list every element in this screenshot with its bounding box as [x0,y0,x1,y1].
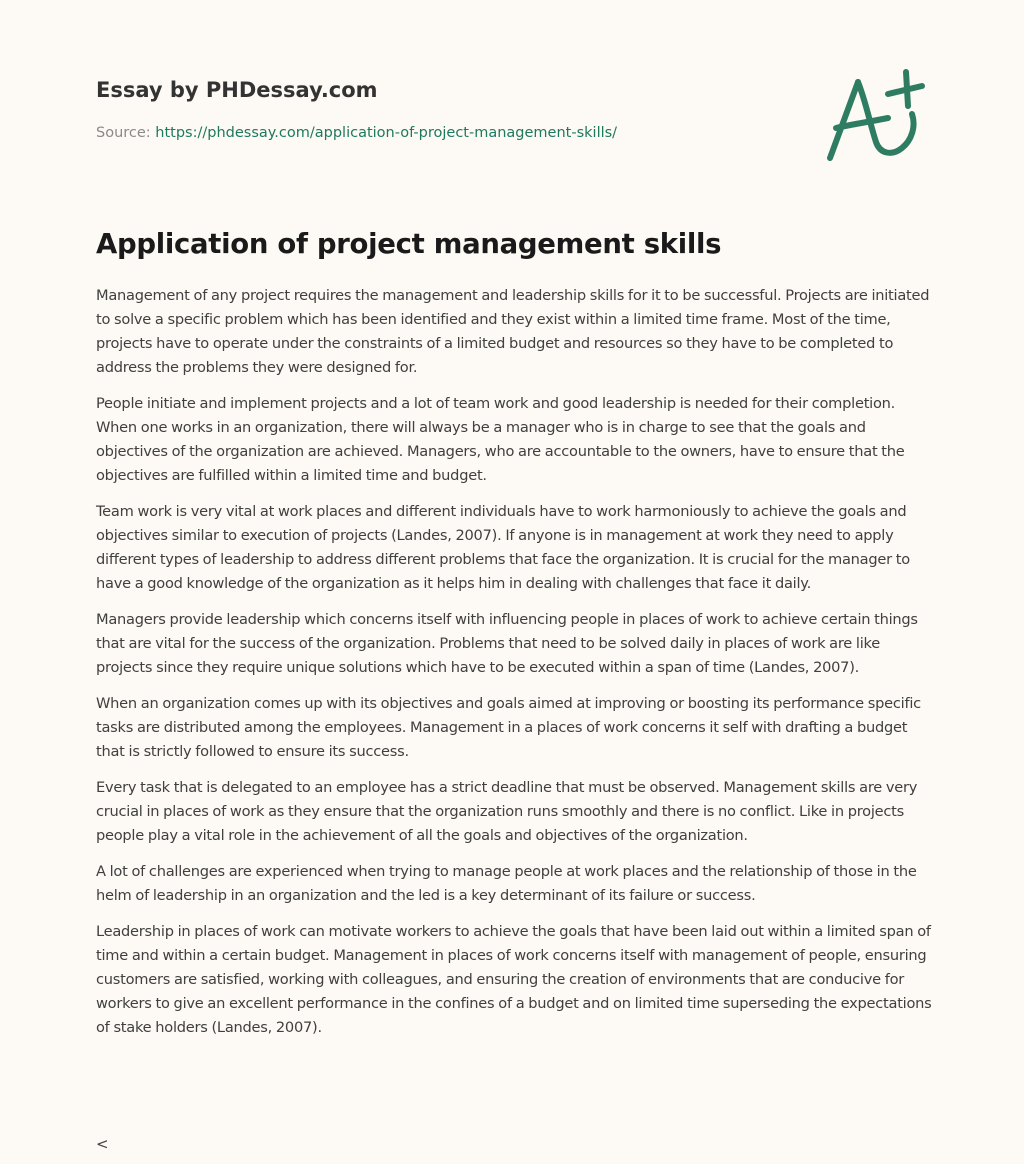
source-link[interactable]: https://phdessay.com/application-of-project-management-skills/ [155,125,618,141]
essay-title: Application of project management skills [96,228,722,260]
essay-header [96,76,796,143]
source-label: Source: [96,125,156,141]
essay-paragraph: When an organization comes up with its objectives and goals aimed at improving or boosting its performance specific tasks are distributed among the employees. Management in a places of work concerns it self with drafting a budget that is strictly followed to ensure its success. [96,695,921,760]
essay-body [96,284,932,1052]
brand-title: Essay by PHDessay.com [96,78,378,102]
essay-paragraph: Every task that is delegated to an employee has a strict deadline that must be observed. Management skills are very crucial in places of work as they ensure that the organization runs smoothly and there is no conflict. Like in projects people play a vital role in the achievement of all the goals and objectives of the organization. [96,779,918,844]
a-plus-grade-icon [818,66,930,166]
essay-paragraph: Team work is very vital at work places and different individuals have to work harmoniously to achieve the goals and objectives similar to execution of projects (Landes, 2007). If anyone is in management at work they need to apply different types of leadership to address different problems that face the organization. It is crucial for the manager to have a good knowledge of the organization as it helps him in dealing with challenges that face it daily. [96,503,910,592]
essay-paragraph: Management of any project requires the management and leadership skills for it to be successful. Projects are initiated to solve a specific problem which has been identified and they exist within a limited time frame. Most of the time, projects have to operate under the constraints of a limited budget and resources so they have to be completed to address the problems they were designed for. [96,287,930,376]
essay-paragraph: Managers provide leadership which concerns itself with influencing people in places of work to achieve certain things that are vital for the success of the organization. Problems that need to be solved daily in places of work are like projects since they require unique solutions which have to be executed within a span of time (Landes, 2007). [96,611,918,676]
source-line [96,123,796,143]
essay-paragraph: A lot of challenges are experienced when trying to manage people at work places and the relationship of those in the helm of leadership in an organization and the led is a key determinant of its failure or success. [96,863,917,904]
essay-paragraph: People initiate and implement projects and a lot of team work and good leadership is needed for their completion. When one works in an organization, there will always be a manager who is in charge to see that the goals and objectives of the organization are achieved. Managers, who are accountable to the owners, have to ensure that the objectives are fulfilled within a limited time and budget. [96,395,905,484]
previous-page-link[interactable]: < [96,1135,109,1153]
essay-paragraph: Leadership in places of work can motivate workers to achieve the goals that have been laid out within a limited span of time and within a certain budget. Management in places of work concerns itself with management of people, ensuring customers are satisfied, working with colleagues, and ensuring the creation of environments that are conducive for workers to give an excellent performance in the confines of a budget and on limited time superseding the expectations of stake holders (Landes, 2007). [96,923,932,1036]
